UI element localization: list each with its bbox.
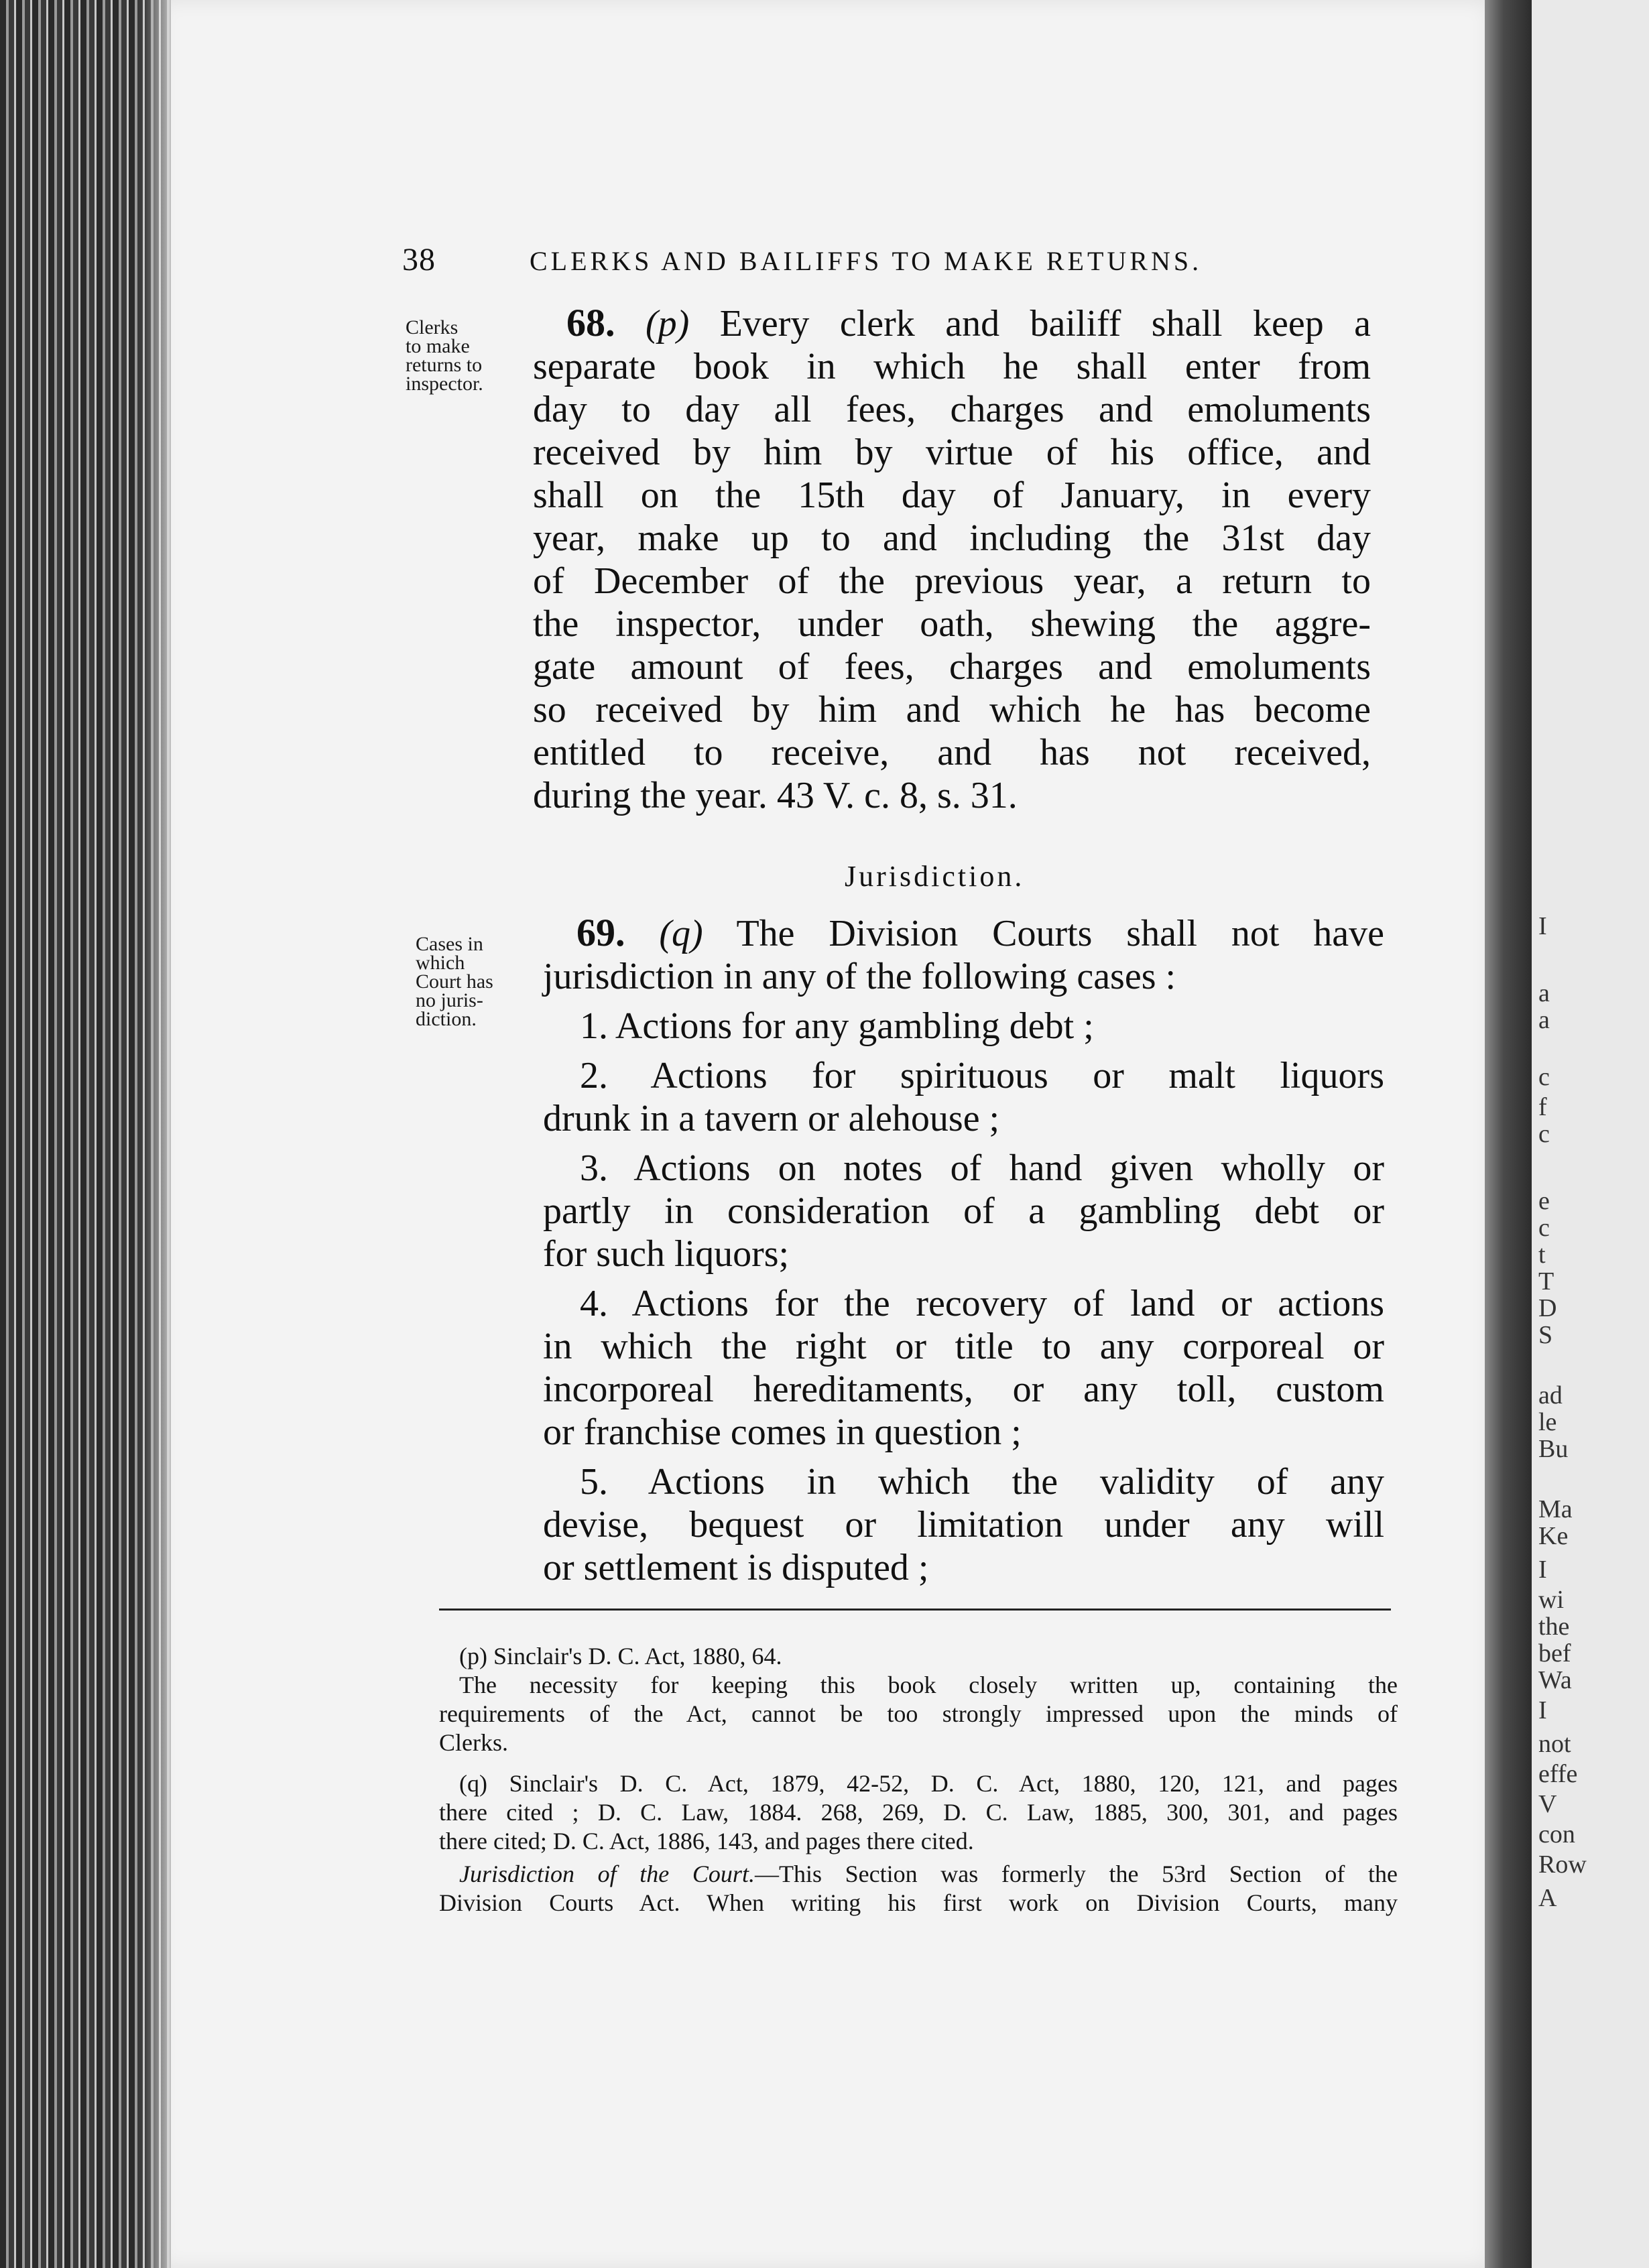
section-69 (543, 911, 1384, 1589)
facing-page-edge (1532, 0, 1649, 2268)
footnote-line: there cited; D. C. Act, 1886, 143, and pages there cited. (439, 1828, 974, 1854)
section-68-line: shall on the 15th day of January, in every (533, 475, 1371, 516)
facing-page-fragment: c (1538, 1214, 1550, 1242)
list-item-line: or franchise comes in question ; (543, 1411, 1022, 1453)
section-68-line: during the year. 43 V. c. 8, s. 31. (533, 775, 1018, 816)
section-69-line: 69. (q) The Division Courts shall not have (576, 911, 1385, 954)
facing-page-fragment: ad (1538, 1381, 1563, 1409)
section-68-line: 68. (p) Every clerk and bailiff shall keep a (566, 301, 1371, 344)
footnote-line: there cited ; D. C. Law, 1884. 268, 269, D. C. Law, 1885, 300, 301, and pages (439, 1799, 1398, 1826)
list-item: 5. Actions in which the validity of any (580, 1461, 1384, 1503)
facing-page-fragment: f (1538, 1093, 1547, 1121)
facing-page-fragment: not (1538, 1730, 1571, 1758)
page-number: 38 (402, 242, 436, 277)
facing-page-fragment: c (1538, 1063, 1550, 1091)
section-heading: Jurisdiction. (845, 860, 1025, 893)
sidenote-section-69: Cases in which Court has no juris- diction. (416, 933, 493, 1030)
section-number: 68. (566, 301, 615, 344)
section-68-line: year, make up to and including the 31st day (533, 517, 1371, 559)
section-68-line: day to day all fees, charges and emoluments (533, 389, 1371, 430)
list-item-line: in which the right or title to any corporeal or (543, 1326, 1384, 1367)
list-item: 2. Actions for spirituous or malt liquors (580, 1055, 1384, 1096)
section-68-line: entitled to receive, and has not received, (533, 732, 1371, 773)
footnote-rule (439, 1609, 1391, 1611)
book-gutter (1485, 0, 1532, 2268)
section-68-line: gate amount of fees, charges and emoluments (533, 646, 1371, 688)
facing-page-fragment: D (1538, 1294, 1557, 1322)
sidenote-section-68: Clerks to make returns to inspector. (406, 316, 483, 395)
facing-page-fragment: a (1538, 979, 1550, 1007)
list-item-line: or settlement is disputed ; (543, 1547, 929, 1588)
facing-page-fragment: Ma (1538, 1495, 1573, 1523)
footnote-p (439, 1642, 1398, 1757)
facing-page-fragment: t (1538, 1241, 1546, 1269)
running-head (402, 241, 1381, 288)
facing-page-fragment: A (1538, 1884, 1557, 1912)
section-69-line: jurisdiction in any of the following cases : (543, 956, 1176, 997)
facing-page-fragment: Bu (1538, 1435, 1569, 1463)
list-item: 3. Actions on notes of hand given wholly or (580, 1147, 1384, 1189)
list-item-line: partly in consideration of a gambling debt or (543, 1190, 1384, 1232)
footnote-line: Jurisdiction of the Court.—This Section was formerly the 53rd Section of the (459, 1861, 1398, 1887)
facing-page-fragment: bef (1538, 1639, 1571, 1667)
list-item-line: devise, bequest or limitation under any will (543, 1504, 1384, 1546)
section-68-line: received by him by virtue of his office, and (533, 432, 1371, 473)
facing-page-fragment: Ke (1538, 1522, 1569, 1550)
facing-page-fragment: wi (1538, 1586, 1564, 1614)
facing-page-fragment: effe (1538, 1760, 1578, 1788)
footnote-line: The necessity for keeping this book closely written up, containing the (459, 1672, 1398, 1698)
list-item-line: drunk in a tavern or alehouse ; (543, 1098, 1000, 1139)
facing-page-fragment: le (1538, 1408, 1557, 1436)
footnote-line: (q) Sinclair's D. C. Act, 1879, 42-52, D. C. Act, 1880, 120, 121, and pages (459, 1770, 1398, 1797)
facing-page-fragment: T (1538, 1267, 1554, 1296)
footnote-q (439, 1769, 1398, 1856)
facing-page-fragment: I (1538, 912, 1547, 940)
running-title: CLERKS AND BAILIFFS TO MAKE RETURNS. (530, 246, 1203, 276)
facing-page-fragment: the (1538, 1613, 1570, 1641)
footnote-jurisdiction (439, 1860, 1398, 1917)
section-68-line: so received by him and which he has become (533, 689, 1371, 731)
facing-page-fragment: c (1538, 1120, 1550, 1148)
footnote-subtitle: Jurisdiction of the Court. (459, 1861, 755, 1887)
list-item-line: incorporeal hereditaments, or any toll, custom (543, 1369, 1384, 1410)
list-item: 4. Actions for the recovery of land or actions (580, 1283, 1384, 1324)
section-number: 69. (576, 911, 625, 954)
facing-page-fragment: I (1538, 1556, 1547, 1584)
facing-page-fragment: con (1538, 1820, 1575, 1848)
list-item-line: for such liquors; (543, 1233, 790, 1275)
facing-page-fragment: I (1538, 1696, 1547, 1724)
facing-page-fragment: S (1538, 1321, 1553, 1349)
facing-page-fragment: a (1538, 1006, 1550, 1034)
facing-page-fragment: Row (1538, 1850, 1587, 1879)
facing-page-fragment: V (1538, 1790, 1557, 1818)
footnote-ref: (q) (659, 913, 703, 954)
section-68 (533, 302, 1371, 817)
section-68-line: of December of the previous year, a return to (533, 560, 1371, 602)
footnote-citation: (p) Sinclair's D. C. Act, 1880, 64. (459, 1643, 782, 1670)
section-68-line: separate book in which he shall enter from (533, 346, 1371, 387)
facing-page-fragment: Wa (1538, 1666, 1572, 1694)
footnote-line: requirements of the Act, cannot be too strongly impressed upon the minds of (439, 1700, 1398, 1727)
list-item: 1. Actions for any gambling debt ; (580, 1005, 1094, 1047)
footnote-ref: (p) (645, 303, 690, 344)
footnote-line: Division Courts Act. When writing his first work on Division Courts, many (439, 1889, 1398, 1916)
facing-page-fragment: e (1538, 1187, 1550, 1215)
book-page-edges (0, 0, 181, 2268)
footnote-line: Clerks. (439, 1729, 508, 1756)
section-68-line: the inspector, under oath, shewing the aggre- (533, 603, 1371, 645)
